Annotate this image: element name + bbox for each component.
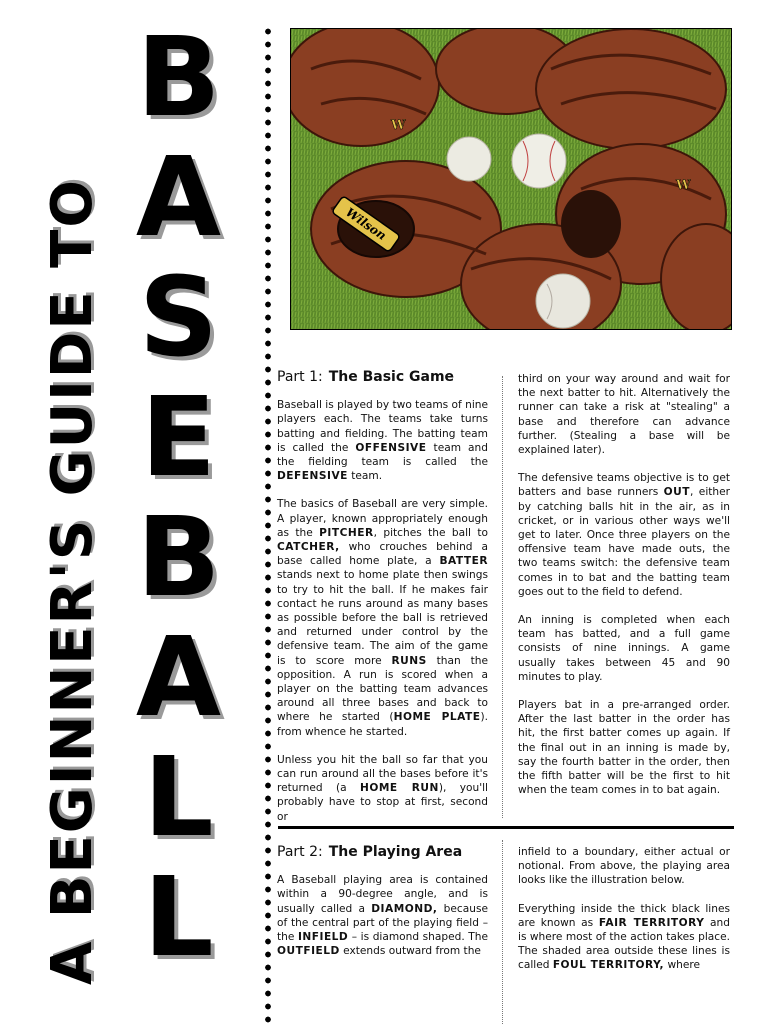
gloves-illustration	[291, 29, 731, 329]
paragraph: Players bat in a pre-arranged order. After the last batter in the order has hit, the first batter comes up again. If the final out in an inning is made by, say the fourth batter in the order, then the fifth batter will be the first to hit when the team comes in to bat again.	[518, 699, 730, 797]
paragraph: third on your way around and wait for the next batter to hit. Alternatively the runner can take a risk at "stealing" a base and therefore can advance further. (Stealing a base will be explained later).	[518, 373, 730, 457]
title-letter-b1: B	[136, 13, 221, 141]
title-letter-e: E	[140, 373, 217, 501]
title-letter-a1: A	[135, 133, 222, 261]
title-letter-a2: A	[135, 613, 222, 741]
title-letter-b2: B	[136, 493, 221, 621]
paragraph: A Baseball playing area is contained within a 90-degree angle, and is usually called a DIAMOND, because of the central part of the playing field – the INFIELD – is diamond shaped. The OUTFIELD extends outward from the	[277, 874, 488, 958]
part2-heading	[277, 845, 488, 859]
paragraph: Everything inside the thick black lines are known as FAIR TERRITORY and is where most of the action takes place. The shaded area outside these lines is called FOUL TERRITORY, where	[518, 902, 730, 972]
title-letter-l2: L	[143, 853, 214, 981]
part2-left-column	[277, 845, 488, 972]
svg-text:Wilson: Wilson	[343, 205, 389, 243]
section-rule	[278, 826, 734, 829]
column-divider	[502, 376, 503, 818]
part2-right-column	[518, 845, 730, 987]
part1-right-column	[518, 372, 730, 811]
part2-title: The Playing Area	[328, 844, 463, 860]
part1-number: Part 1:	[277, 369, 323, 385]
title-letter-s: S	[138, 253, 219, 381]
title-letter-l1: L	[143, 733, 214, 861]
part1-left-column	[277, 370, 488, 838]
paragraph: Unless you hit the ball so far that you can run around all the bases before it's returned (a HOME RUN), you'll probably have to stop at first, second or	[277, 753, 488, 823]
part1-title: The Basic Game	[328, 369, 455, 385]
gloves-photo	[290, 28, 732, 330]
part1-heading	[277, 370, 488, 384]
part2-number: Part 2:	[277, 844, 323, 860]
paragraph: An inning is completed when each team has batted, and a full game consists of nine innings. A game usually takes between 45 and 90 minutes to play.	[518, 614, 730, 683]
column-divider	[502, 840, 503, 1024]
paragraph: The basics of Baseball are very simple. A player, known appropriately enough as the PITCHER, pitches the ball to CATCHER, who crouches behind a base called home plate, a BATTER stands next to home plate then swings to try to hit the ball. If he makes fair contact he runs around as many bases as possible before the ball is retrieved and returned under control by the defensive team. The aim of the game is to score more RUNS than the opposition. A run is scored when a player on the batting team advances around all three bases and back to where he started (HOME PLATE). from whence he started.	[277, 498, 489, 738]
paragraph: Baseball is played by two teams of nine players each. The teams take turns batting and fielding. The batting team is called the OFFENSIVE team and the fielding team is called the DEFENSIVE team.	[277, 399, 489, 483]
vertical-title: A BEGINNER'S GUIDE TO	[40, 178, 105, 985]
paragraph: The defensive teams objective is to get batters and base runners OUT, either by catching balls hit in the air, as in cricket, or in various other ways we'll get to later. Once three players on the offensive team have made outs, the two teams switch: the defensive team comes in to bat and the batting team goes out to the field to defend.	[518, 472, 731, 598]
paragraph: infield to a boundary, either actual or notional. From above, the playing area looks like the illustration below.	[518, 846, 730, 887]
w-logo-icon: W	[676, 178, 691, 193]
dotted-divider	[264, 25, 272, 1025]
w-logo-icon: W	[391, 118, 406, 133]
